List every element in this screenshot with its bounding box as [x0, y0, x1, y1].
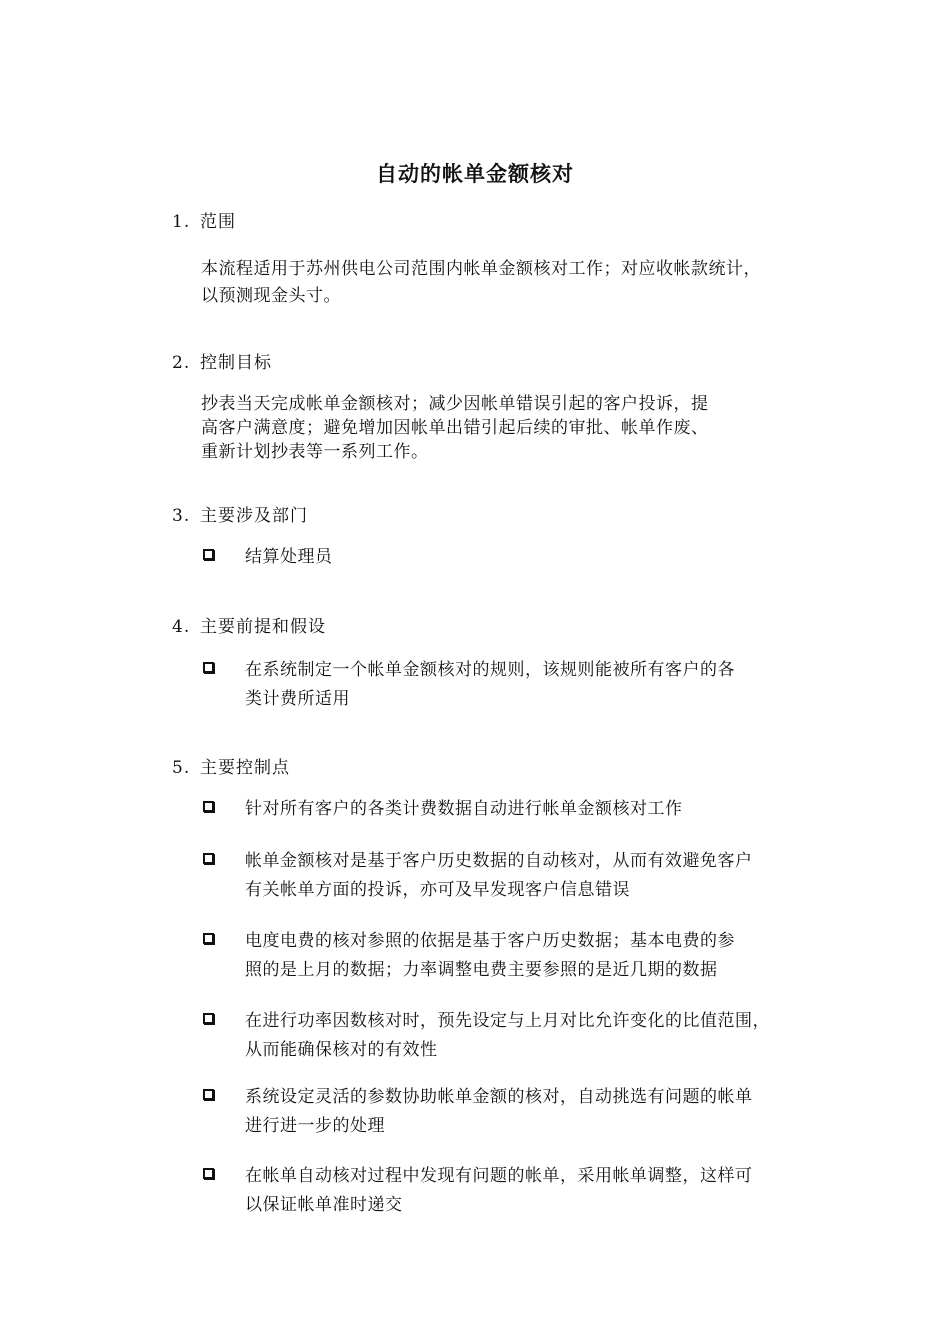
bullet-line: 帐单金额核对是基于客户历史数据的自动核对，从而有效避免客户 — [245, 851, 753, 871]
bullet-text — [245, 795, 815, 824]
paragraph-line: 高客户满意度；避免增加因帐单出错引起后续的审批、帐单作废、 — [201, 418, 709, 438]
section-number: 2. — [172, 353, 191, 373]
checkbox-bullet-icon — [203, 853, 214, 864]
section-2-heading — [172, 348, 272, 373]
bullet-text — [245, 1007, 815, 1065]
section-3-heading — [172, 501, 308, 526]
checkbox-bullet-icon — [203, 933, 214, 944]
bullet-line: 类计费所适用 — [245, 689, 350, 709]
checkbox-bullet-icon — [203, 1089, 214, 1100]
section-number: 4. — [172, 617, 191, 637]
bullet-text — [245, 1162, 815, 1220]
checkbox-bullet-icon — [203, 1013, 214, 1024]
bullet-line: 结算处理员 — [245, 547, 333, 567]
section-4-heading — [172, 612, 326, 637]
section-number: 3. — [172, 506, 191, 526]
document-title: 自动的帐单金额核对 — [376, 162, 574, 186]
checkbox-bullet-icon — [203, 662, 214, 673]
section-number: 1. — [172, 212, 191, 232]
bullet-line: 进行进一步的处理 — [245, 1116, 385, 1136]
section-title: 控制目标 — [200, 353, 272, 373]
bullet-line: 从而能确保核对的有效性 — [245, 1040, 438, 1060]
bullet-line: 在进行功率因数核对时，预先设定与上月对比允许变化的比值范围， — [245, 1011, 770, 1031]
section-title: 主要控制点 — [200, 758, 290, 778]
bullet-line: 以保证帐单准时递交 — [245, 1195, 403, 1215]
checkbox-bullet-icon — [203, 549, 214, 560]
bullet-text — [245, 656, 815, 714]
bullet-line: 在系统制定一个帐单金额核对的规则，该规则能被所有客户的各 — [245, 660, 735, 680]
paragraph-line: 抄表当天完成帐单金额核对；减少因帐单错误引起的客户投诉，提 — [201, 394, 709, 414]
paragraph-line: 以预测现金头寸。 — [201, 286, 341, 306]
bullet-text — [245, 927, 815, 985]
bullet-line: 针对所有客户的各类计费数据自动进行帐单金额核对工作 — [245, 799, 683, 819]
section-title: 主要涉及部门 — [200, 506, 308, 526]
paragraph-line: 本流程适用于苏州供电公司范围内帐单金额核对工作；对应收帐款统计， — [201, 259, 761, 279]
section-number: 5. — [172, 758, 191, 778]
bullet-line: 有关帐单方面的投诉，亦可及早发现客户信息错误 — [245, 880, 630, 900]
bullet-line: 电度电费的核对参照的依据是基于客户历史数据；基本电费的参 — [245, 931, 735, 951]
section-1-paragraph — [201, 256, 813, 310]
checkbox-bullet-icon — [203, 1168, 214, 1179]
bullet-line: 照的是上月的数据；力率调整电费主要参照的是近几期的数据 — [245, 960, 718, 980]
bullet-line: 系统设定灵活的参数协助帐单金额的核对，自动挑选有问题的帐单 — [245, 1087, 753, 1107]
bullet-text — [245, 1083, 815, 1141]
section-1-heading — [172, 207, 236, 232]
section-2-paragraph — [201, 392, 813, 464]
checkbox-bullet-icon — [203, 801, 214, 812]
bullet-text — [245, 543, 815, 572]
section-title: 范围 — [200, 212, 236, 232]
section-title: 主要前提和假设 — [200, 617, 326, 637]
bullet-line: 在帐单自动核对过程中发现有问题的帐单，采用帐单调整，这样可 — [245, 1166, 753, 1186]
section-5-heading — [172, 753, 290, 778]
bullet-text — [245, 847, 815, 905]
paragraph-line: 重新计划抄表等一系列工作。 — [201, 442, 429, 462]
